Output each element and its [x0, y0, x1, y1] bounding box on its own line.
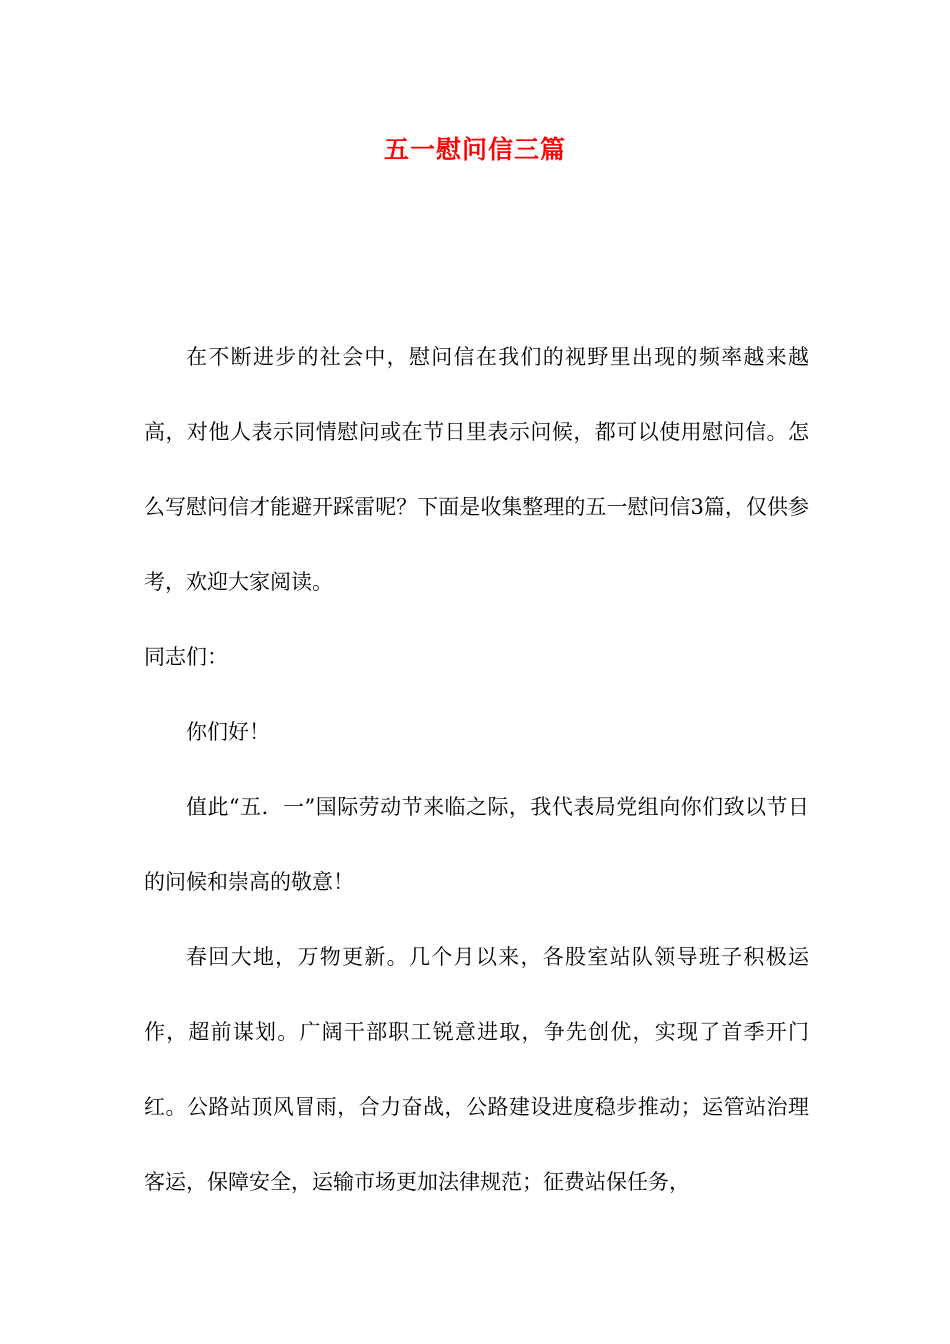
document-title: 五一慰问信三篇	[383, 135, 566, 164]
document-body	[144, 320, 809, 1220]
intro-paragraph: 在不断进步的社会中，慰问信在我们的视野里出现的频率越来越高，对他人表示同情慰问或在节日里表示问候，都可以使用慰问信。怎么写慰问信才能避开踩雷呢？下面是收集整理的五一慰问信3篇，仅供参考，欢迎大家阅读。	[144, 345, 809, 594]
greeting: 你们好！	[186, 720, 270, 744]
achievements-paragraph: 春回大地，万物更新。几个月以来，各股室站队领导班子积极运作，超前谋划。广阔干部职工锐意进取，争先创优，实现了首季开门红。公路站顶风冒雨，合力奋战，公路建设进度稳步推动；运管站治理客运，保障安全，运输市场更加法律规范；征费站保任务，	[144, 945, 809, 1194]
salutation: 同志们：	[144, 645, 228, 669]
holiday-greeting-paragraph: 值此“五．一”国际劳动节来临之际，我代表局党组向你们致以节日的问候和崇高的敬意！	[144, 795, 809, 894]
